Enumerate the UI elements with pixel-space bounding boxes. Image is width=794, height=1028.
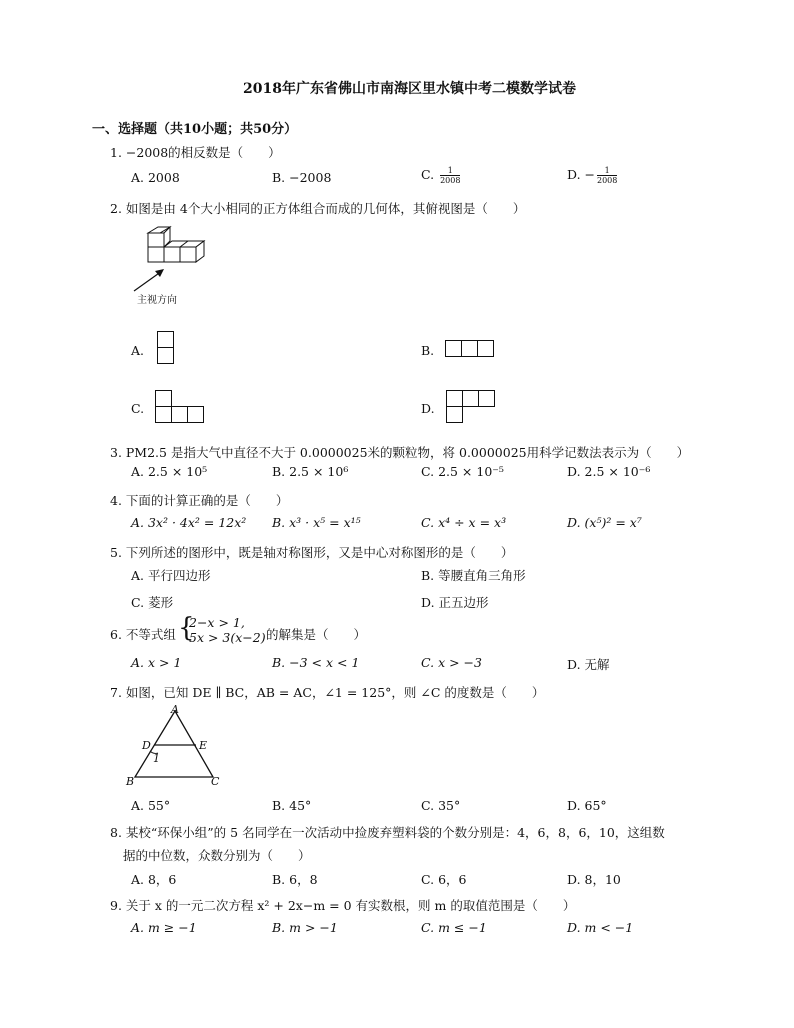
q2-option-d[interactable]: D. [421, 401, 435, 416]
question-8-stem-line-2: 据的中位数，众数分别为（ ） [123, 848, 311, 863]
q4-option-b[interactable]: B. x³ · x⁵ = x¹⁵ [272, 515, 361, 530]
question-2-stem: 2. 如图是由 4个大小相同的正方体组合而成的几何体，其俯视图是（ ） [110, 201, 526, 216]
q8-option-c[interactable]: C. 6，6 [421, 872, 467, 887]
q2-option-d-figure [446, 390, 498, 426]
point-c-label: C [211, 775, 220, 788]
view-direction-caption: 主视方向 [137, 295, 177, 306]
q1-option-c-label: C. [421, 167, 435, 182]
q9-option-d[interactable]: D. m < −1 [567, 920, 634, 935]
question-9-stem: 9. 关于 x 的一元二次方程 x² + 2x−m = 0 有实数根，则 m 的取值范围是（ ） [110, 898, 576, 913]
question-8-stem-line-1: 8. 某校“环保小组”的 5 名同学在一次活动中捡废弃塑料袋的个数分别是：4，6，8，6，10，这组数 [110, 825, 665, 840]
system-brace: { [178, 613, 195, 643]
question-7-stem: 7. 如图，已知 DE ∥ BC，AB = AC，∠1 = 125°，则 ∠C 的度数是（ ） [110, 685, 545, 700]
q1-option-d-label: D. − [567, 167, 595, 182]
angle-1-label: 1 [153, 752, 160, 765]
q1-option-b[interactable]: B. −2008 [272, 170, 332, 185]
q8-option-a[interactable]: A. 8，6 [131, 872, 177, 887]
q6-option-b[interactable]: B. −3 < x < 1 [272, 655, 360, 670]
q8-option-b[interactable]: B. 6，8 [272, 872, 318, 887]
q7-option-c[interactable]: C. 35° [421, 798, 461, 813]
q9-option-a[interactable]: A. m ≥ −1 [131, 920, 197, 935]
q2-option-c[interactable]: C. [131, 401, 145, 416]
question-5-stem: 5. 下列所述的图形中，既是轴对称图形，又是中心对称图形的是（ ） [110, 545, 514, 560]
point-b-label: B [126, 775, 135, 788]
question-3-stem: 3. PM2.5 是指大气中直径不大于 0.0000025米的颗粒物，将 0.0000025用科学记数法表示为（ ） [110, 445, 690, 460]
q3-option-d[interactable]: D. 2.5 × 10⁻⁶ [567, 464, 651, 479]
q4-option-a[interactable]: A. 3x² · 4x² = 12x² [131, 515, 247, 530]
question-4-stem: 4. 下面的计算正确的是（ ） [110, 493, 289, 508]
q7-option-a[interactable]: A. 55° [131, 798, 171, 813]
q5-option-c[interactable]: C. 菱形 [131, 595, 174, 610]
q5-option-d[interactable]: D. 正五边形 [421, 595, 489, 610]
q7-option-d[interactable]: D. 65° [567, 798, 607, 813]
q1-option-d[interactable] [567, 166, 617, 185]
q6-option-d[interactable]: D. 无解 [567, 657, 610, 672]
q4-option-c[interactable]: C. x⁴ ÷ x = x³ [421, 515, 507, 530]
q1-option-c[interactable] [421, 166, 460, 185]
q3-option-b[interactable]: B. 2.5 × 10⁶ [272, 464, 349, 479]
point-a-label: A [171, 703, 179, 716]
q8-option-d[interactable]: D. 8，10 [567, 872, 621, 887]
q9-option-b[interactable]: B. m > −1 [272, 920, 338, 935]
question-6-stem-pre: 6. 不等式组 [110, 627, 176, 642]
page-title: 2018年广东省佛山市南海区里水镇中考二模数学试卷 [243, 81, 576, 97]
q2-option-c-figure [155, 390, 207, 426]
q1-option-a[interactable]: A. 2008 [131, 170, 180, 185]
question-1-stem: 1. −2008的相反数是（ ） [110, 145, 281, 160]
question-6-stem-post: 的解集是（ ） [266, 627, 367, 642]
q2-option-a-figure [157, 331, 177, 367]
fraction: $\frac{1}{2008}$ [597, 166, 618, 185]
point-e-label: E [199, 739, 208, 752]
point-d-label: D [142, 739, 151, 752]
q6-option-a[interactable]: A. x > 1 [131, 655, 182, 670]
q3-option-c[interactable]: C. 2.5 × 10⁻⁵ [421, 464, 504, 479]
q9-option-c[interactable]: C. m ≤ −1 [421, 920, 487, 935]
q4-option-d[interactable]: D. (x⁵)² = x⁷ [567, 515, 642, 530]
q2-option-b-figure [445, 340, 497, 360]
q5-option-b[interactable]: B. 等腰直角三角形 [421, 568, 526, 583]
section-heading: 一、选择题（共10小题；共50分） [92, 122, 298, 137]
q7-option-b[interactable]: B. 45° [272, 798, 312, 813]
inequality-line-1: 2−x > 1, [189, 615, 245, 630]
q3-option-a[interactable]: A. 2.5 × 10⁵ [131, 464, 208, 479]
q6-option-c[interactable]: C. x > −3 [421, 655, 482, 670]
q2-option-b[interactable]: B. [421, 343, 435, 358]
fraction: $\frac{1}{2008}$ [440, 166, 461, 185]
q5-option-a[interactable]: A. 平行四边形 [131, 568, 211, 583]
inequality-line-2: 5x > 3(x−2) [189, 630, 266, 645]
q2-option-a[interactable]: A. [131, 343, 145, 358]
